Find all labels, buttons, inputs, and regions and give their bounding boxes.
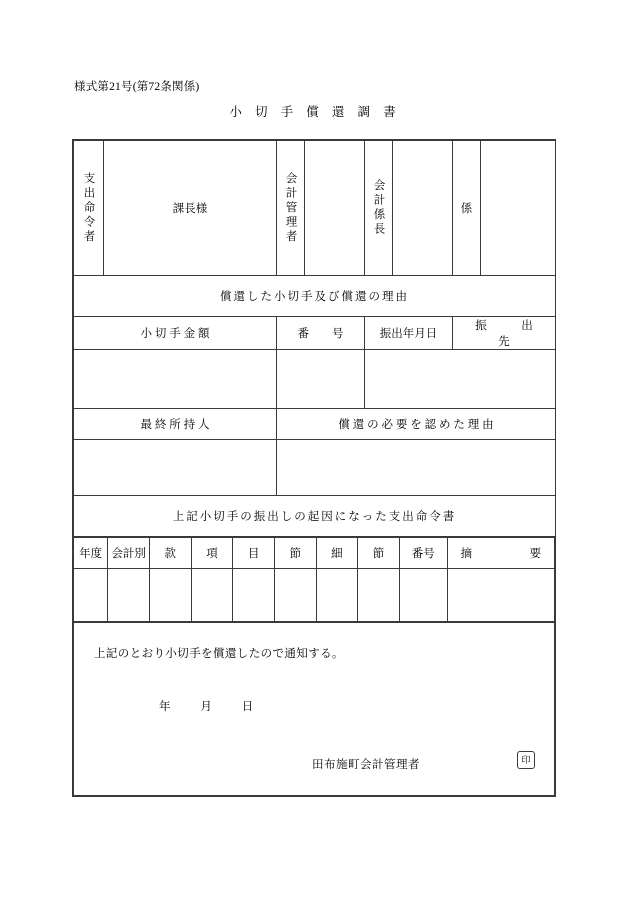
section1-value-row xyxy=(74,350,556,409)
cell-accounting-manager-stamp[interactable] xyxy=(305,141,365,276)
header-check-number xyxy=(277,317,365,350)
footer-table xyxy=(73,622,555,796)
section3-title: 上記小切手の振出しの起因になった支出命令書 xyxy=(172,511,457,523)
signer-name: 田布施町会計管理者 xyxy=(312,759,420,771)
section2-value-row xyxy=(74,440,556,496)
header-ko xyxy=(191,538,233,569)
form-table xyxy=(73,140,568,537)
section1-title-row xyxy=(74,276,556,317)
cell-accounting-chief-stamp[interactable] xyxy=(393,141,453,276)
value-issue-date-payee[interactable] xyxy=(365,350,556,409)
value-check-amount[interactable] xyxy=(74,350,277,409)
value-ko[interactable] xyxy=(191,569,233,622)
accounting-manager-label: 会計管理者 xyxy=(284,171,297,245)
approval-row xyxy=(74,141,556,276)
date-year-label: 年 xyxy=(159,701,171,713)
section1-title: 償還した小切手及び償還の理由 xyxy=(220,291,409,303)
footer-cell xyxy=(74,623,555,796)
value-number[interactable] xyxy=(399,569,447,622)
number-label: 番号 xyxy=(411,548,435,560)
footer-row xyxy=(74,623,555,796)
section1-title-cell xyxy=(74,276,556,317)
summary-label: 摘 要 xyxy=(460,548,542,560)
value-kan[interactable] xyxy=(149,569,191,622)
header-final-holder xyxy=(74,409,277,440)
kan-label: 款 xyxy=(164,548,177,560)
section1-header-row xyxy=(74,317,556,350)
check-amount-label: 小 切 手 金 額 xyxy=(140,328,210,340)
cell-clerk xyxy=(453,141,481,276)
cell-accounting-manager xyxy=(277,141,305,276)
value-moku[interactable] xyxy=(233,569,275,622)
cell-accounting-chief xyxy=(365,141,393,276)
account-type-label: 会計別 xyxy=(111,548,146,560)
header-check-amount xyxy=(74,317,277,350)
header-account-type xyxy=(108,538,150,569)
issue-date-label: 振出年月日 xyxy=(379,328,438,340)
header-reason xyxy=(277,409,556,440)
notice-text: 上記のとおり小切手を償還したので通知する。 xyxy=(94,648,344,660)
form-number: 様式第21号(第72条関係) xyxy=(74,81,200,93)
section2-header-row xyxy=(74,409,556,440)
accounting-chief-label: 会計係長 xyxy=(372,179,385,237)
section3-title-cell xyxy=(74,496,556,537)
value-check-number[interactable] xyxy=(277,350,365,409)
value-account-type[interactable] xyxy=(108,569,150,622)
header-summary xyxy=(447,538,554,569)
value-summary[interactable] xyxy=(447,569,554,622)
fiscal-year-label: 年度 xyxy=(79,548,103,560)
value-sai[interactable] xyxy=(316,569,358,622)
expenditure-order-value-row xyxy=(74,569,555,622)
header-kan xyxy=(149,538,191,569)
reason-label: 償 還 の 必 要 を 認 め た 理 由 xyxy=(338,419,494,431)
final-holder-label: 最 終 所 持 人 xyxy=(140,419,210,431)
value-final-holder[interactable] xyxy=(74,440,277,496)
moku-label: 目 xyxy=(247,548,260,560)
header-setsu2 xyxy=(358,538,400,569)
value-fiscal-year[interactable] xyxy=(74,569,108,622)
cell-section-chief[interactable] xyxy=(104,141,277,276)
value-reason[interactable] xyxy=(277,440,556,496)
expenditure-order-table xyxy=(73,537,555,622)
ko-label: 項 xyxy=(206,548,218,560)
date-month-label: 月 xyxy=(200,701,213,713)
header-setsu xyxy=(274,538,316,569)
payee-label: 振 出 先 xyxy=(475,320,568,348)
header-moku xyxy=(233,538,275,569)
check-number-label: 番 号 xyxy=(297,328,344,340)
cell-clerk-stamp[interactable] xyxy=(481,141,556,276)
date-day-label: 日 xyxy=(241,701,254,713)
value-setsu[interactable] xyxy=(274,569,316,622)
page-title: 小 切 手 償 還 調 書 xyxy=(229,105,401,119)
clerk-label: 係 xyxy=(460,203,473,215)
expenditure-orderer-label: 支出命令者 xyxy=(82,171,95,245)
header-number xyxy=(399,538,447,569)
seal-icon: 印 xyxy=(517,751,535,769)
header-payee xyxy=(453,317,568,350)
form-table-container xyxy=(72,139,568,797)
date-line[interactable] xyxy=(159,698,280,714)
cell-expenditure-orderer xyxy=(74,141,104,276)
setsu2-label: 節 xyxy=(372,548,385,560)
section3-title-row xyxy=(74,496,556,537)
section-chief-label: 課長様 xyxy=(172,203,208,215)
sai-label: 細 xyxy=(331,548,343,560)
setsu-label: 節 xyxy=(289,548,301,560)
header-issue-date xyxy=(365,317,453,350)
expenditure-order-header-row xyxy=(74,538,555,569)
header-fiscal-year xyxy=(74,538,108,569)
header-sai xyxy=(316,538,358,569)
value-setsu2[interactable] xyxy=(358,569,400,622)
